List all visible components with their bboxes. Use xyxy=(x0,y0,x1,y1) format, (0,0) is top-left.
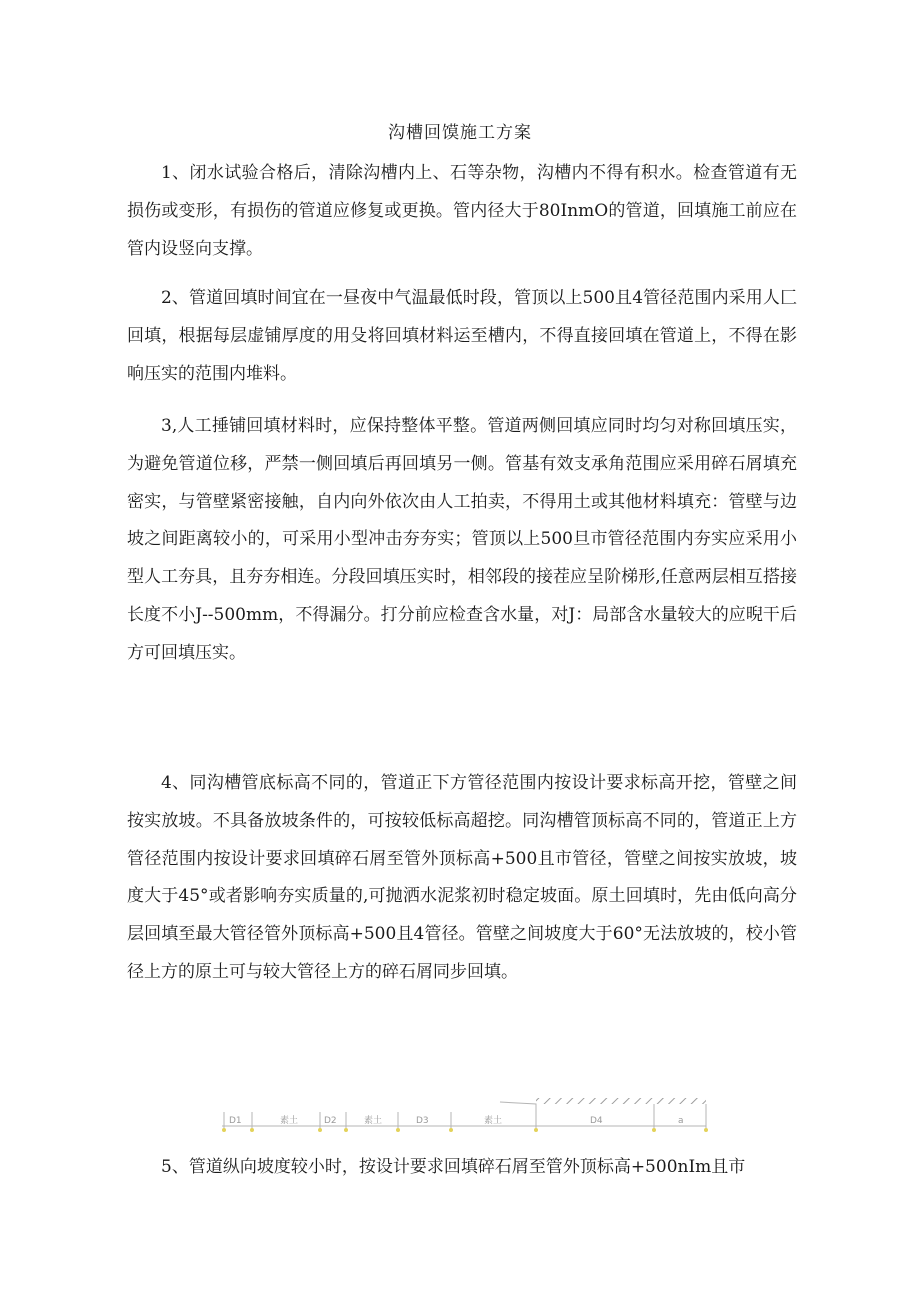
slope-line xyxy=(500,1102,536,1126)
marker xyxy=(704,1128,708,1132)
marker xyxy=(250,1128,254,1132)
marker xyxy=(222,1128,226,1132)
label-a: a xyxy=(678,1116,684,1126)
label-small-1: 素土 xyxy=(280,1116,299,1126)
document-title: 沟槽回馍施工方案 xyxy=(388,123,532,143)
paragraph-3: 3,人工捶铺回填材料时，应保持整体平整。管道两侧回填应同时均匀对称回填压实，为避免管道位移，严禁一侧回填后再回填另一侧。管基有效支承角范围应采用碎石屑填充密实，与管壁紧密接触，自内向外依次由人工拍卖，不得用土或其他材料填充：管壁与边坡之间距离较小的，可采用小型冲击夯夯实；管顶以上500旦市管径范围内夯实应采用小型人工夯具，且夯夯相连。分段回填压实时，相邻段的接茬应呈阶梯形,任意两层相互搭接长度不小J--500mm，不得漏分。打分前应检查含水量，对J：局部含水量较大的应晲干后方可回填压实。 xyxy=(127,416,797,663)
label-d3: D3 xyxy=(416,1116,429,1126)
hatched-backfill xyxy=(536,1098,706,1104)
paragraph-4: 4、同沟槽管底标高不同的，管道正下方管径范围内按设计要求标高开挖，管壁之间按实放坡。不具备放坡条件的，可按较低标高超挖。同沟槽管顶标高不同的，管道正上方管径范围内按设计要求回填碎石屑至管外顶标高+500且市管径，管壁之间按实放坡，坡度大于45°或者影响夯实质量的,可抛洒水泥浆初时稳定坡面。原土回填时，先由低向高分层回填至最大管径管外顶标高+500且4管径。管壁之间坡度大于60°无法放坡的，校小管径上方的原土可与较大管径上方的碎石屑同步回填。 xyxy=(127,773,797,982)
paragraph-2: 2、管道回填时间宜在一昼夜中气温最低时段，管顶以上500且4管径范围内采用人匚回填，根据每层虚铺厚度的用殳将回填材料运至槽内，不得直接回填在管道上，不得在影响压实的范围内堆料。 xyxy=(127,288,797,384)
paragraph-5: 5、管道纵向坡度较小时，按设计要求回填碎石屑至管外顶标高+500nIm且市 xyxy=(161,1157,746,1177)
label-d1: D1 xyxy=(229,1116,242,1126)
label-small-3: 素土 xyxy=(484,1116,503,1126)
label-small-2: 素土 xyxy=(364,1116,383,1126)
marker xyxy=(344,1128,348,1132)
trench-profile-diagram xyxy=(218,1090,708,1136)
label-d2: D2 xyxy=(324,1116,337,1126)
marker xyxy=(534,1128,538,1132)
trench-profile-svg xyxy=(218,1090,708,1136)
marker xyxy=(396,1128,400,1132)
label-d4: D4 xyxy=(590,1116,603,1126)
marker xyxy=(449,1128,453,1132)
paragraph-1: 1、闭水试验合格后，清除沟槽内上、石等杂物，沟槽内不得有积水。检查管道有无损伤或变形，有损伤的管道应修复或更换。管内径大于80InmO的管道，回填施工前应在管内设竖向支撑。 xyxy=(127,163,797,259)
marker xyxy=(318,1128,322,1132)
marker xyxy=(652,1128,656,1132)
